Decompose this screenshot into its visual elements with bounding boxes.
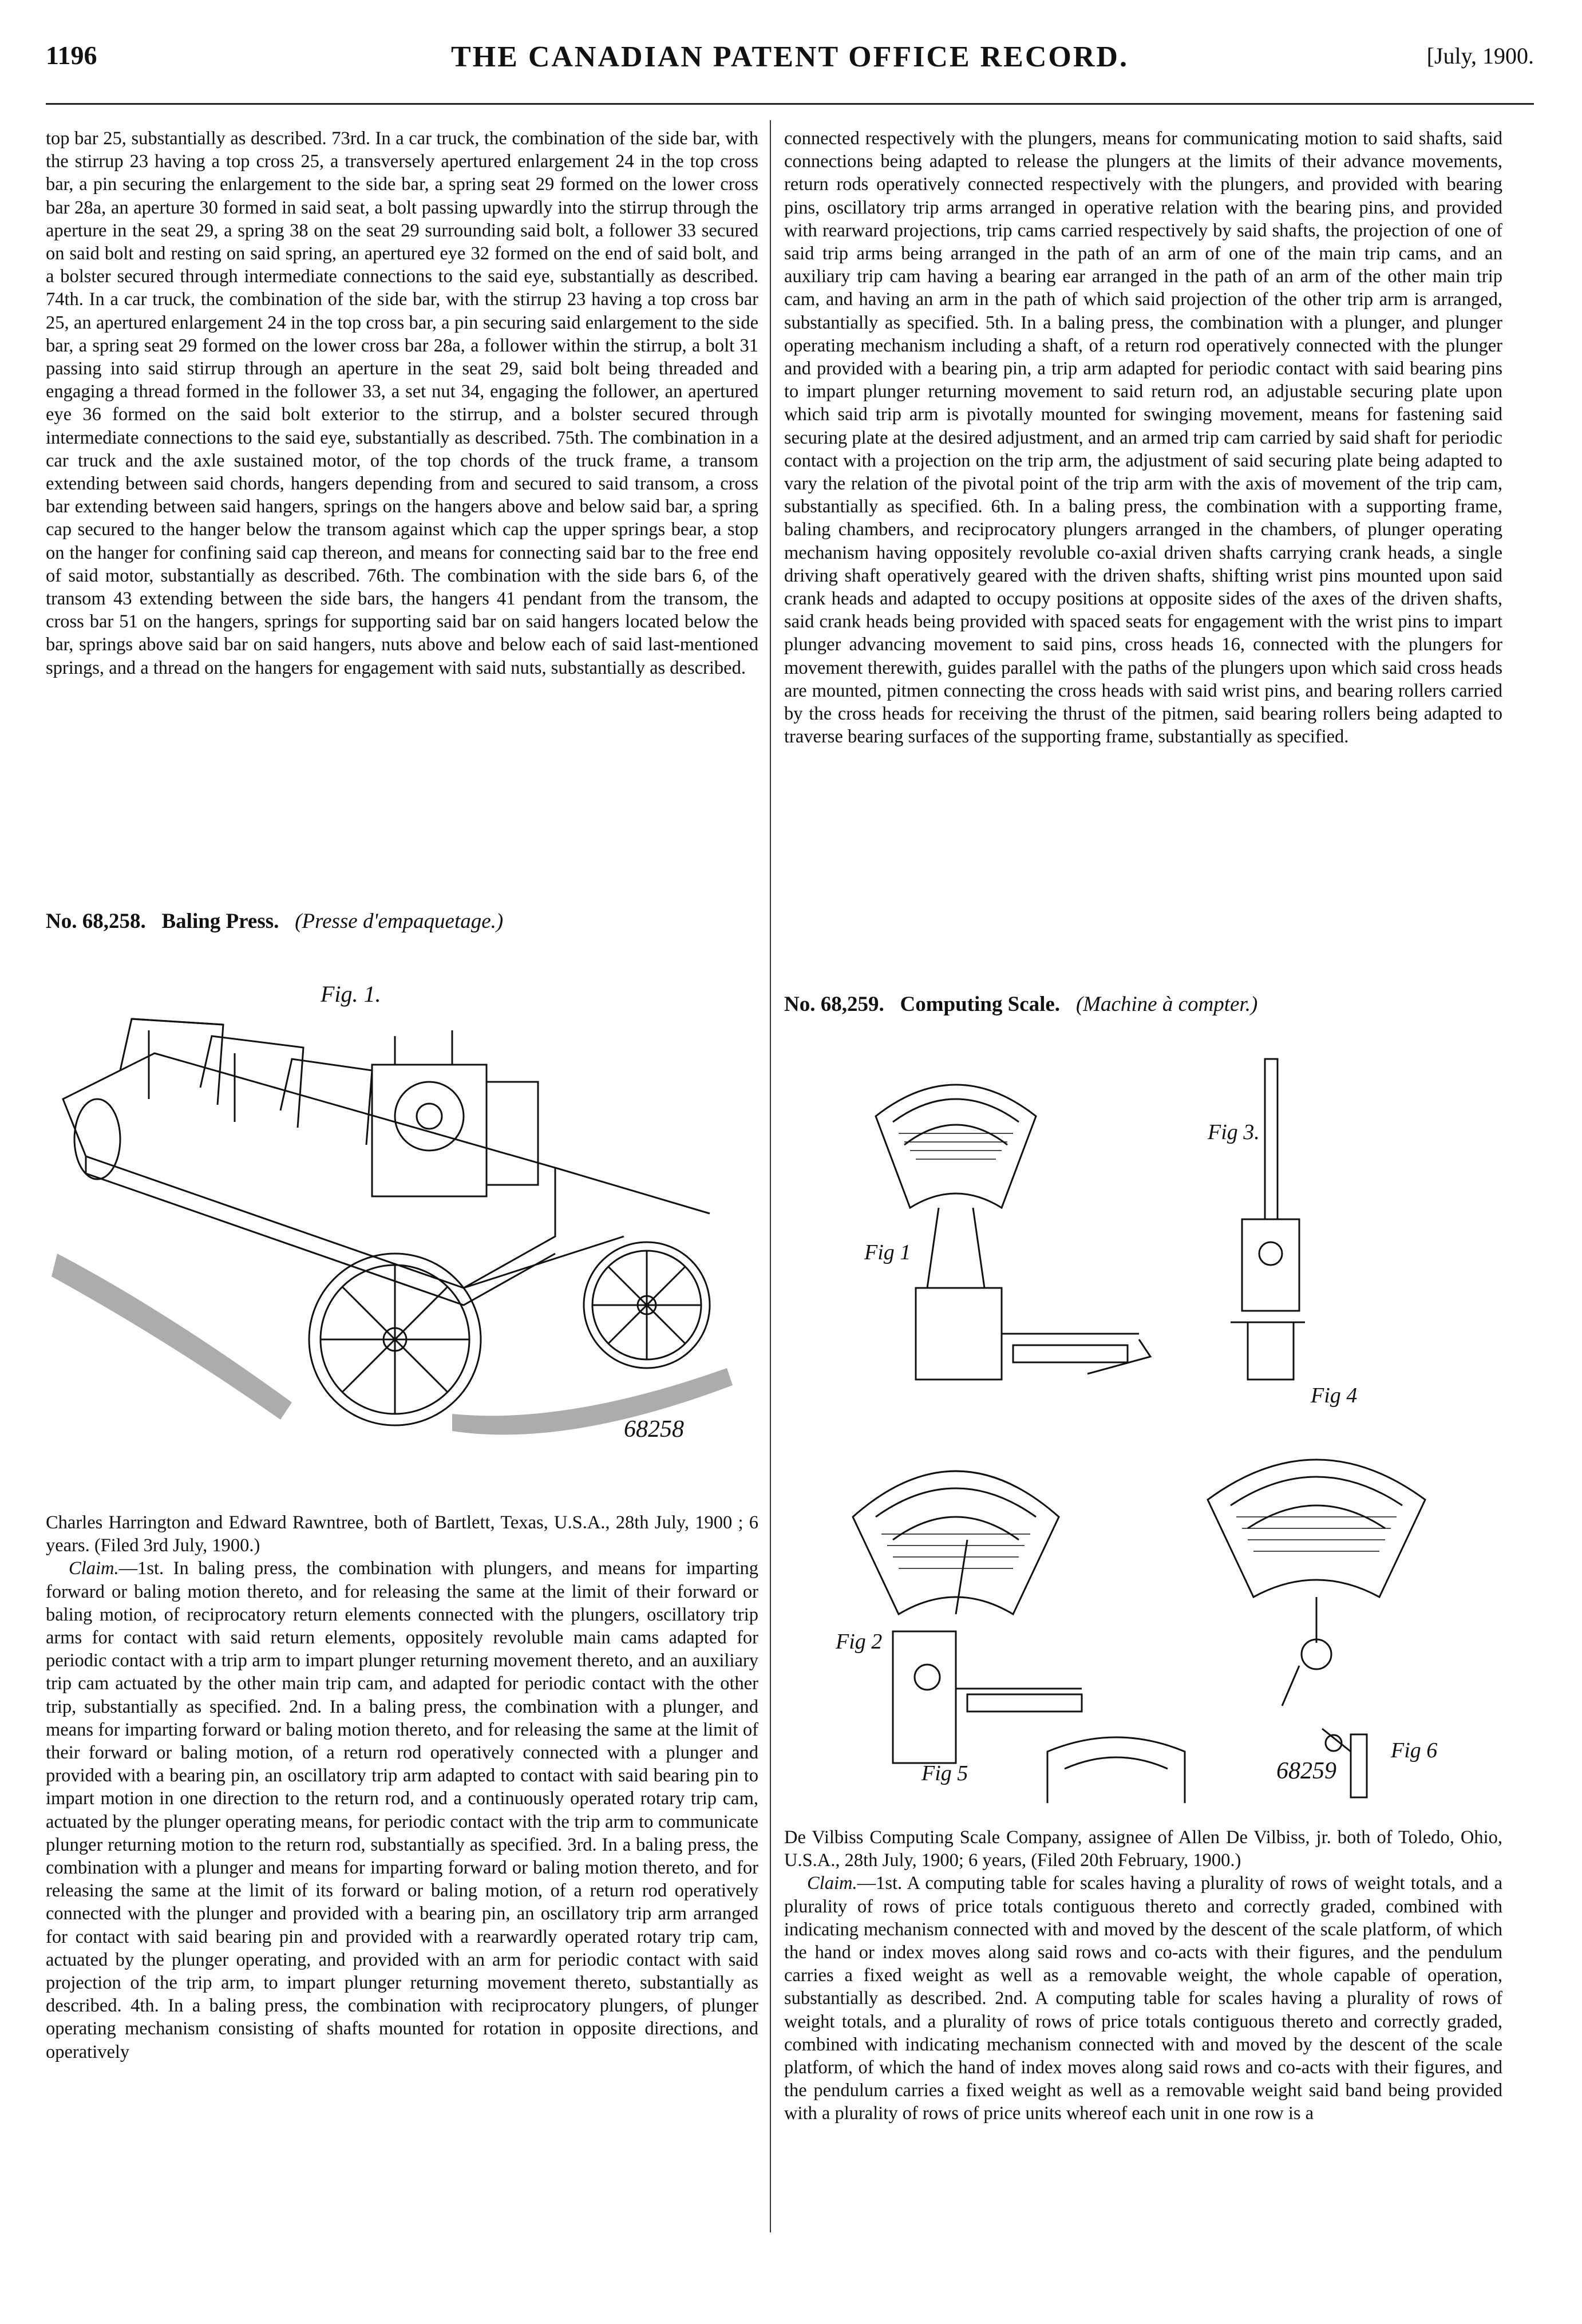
baling-press-drawing [52, 967, 750, 1454]
fig1-label: Fig. 1. [321, 981, 381, 1007]
patent-french-title: (Presse d'empaquetage.) [295, 910, 504, 933]
patent-number: No. 68,258. [46, 910, 146, 933]
figure-number: 68258 [624, 1416, 684, 1442]
claim-text: —1st. A computing table for scales having a plurality of rows of weight totals, and a plurality of rows of price totals contiguous thereto and correctly graded, combined with indicating mechanism connected with and moved by the descent of the scale platform, of which the hand or index moves along said rows and co-acts with their figures, and the pendulum carries a fixed weight as well as a removable weight, the whole capable of operation, substantially as described. 2nd. A computing table for scales having a plurality of rows of weight totals, and a plurality of rows of price totals contiguous thereto and correctly graded, combined with indicating mechanism connected with and moved by the descent of the scale platform, of which the hand of index moves along said rows and co-acts with their figures, and the pendulum carries a fixed weight as well as a removable weight said band being provided with a plurality of rows of price units whereof each unit in one row is a [784, 1873, 1502, 2124]
fig1-caption: Fig 1 [864, 1240, 911, 1264]
inventors-line: De Vilbiss Computing Scale Company, assignee of Allen De Vilbiss, jr. both of Toledo, Ohio, U.S.A., 28th July, 1900; 6 years, (Filed 20th February, 1900.) [784, 1827, 1502, 1871]
patent-title: Baling Press. [161, 910, 279, 933]
fig5-caption: Fig 5 [921, 1761, 968, 1785]
patent-title: Computing Scale. [900, 993, 1061, 1016]
inventors-line: Charles Harrington and Edward Rawntree, both of Bartlett, Texas, U.S.A., 28th July, 1900 ; 6 years. (Filed 3rd July, 1900.) [46, 1512, 758, 1556]
patent-heading-68259 [784, 993, 1502, 1016]
journal-title: THE CANADIAN PATENT OFFICE RECORD. [451, 41, 1129, 73]
claim-label: Claim. [807, 1873, 857, 1894]
claim-text: —1st. In baling press, the combination with plungers, and means for imparting forward or baling motion thereto, and for releasing the same at the limit of their forward or baling motion, of reciprocatory return elements connected with the plungers, oscillatory trip arms for contact with said return elements, oppositely revoluble main cams adapted for periodic contact with a trip arm to impart plunger returning movement thereto, and an auxiliary trip cam actuated by the other main trip cam, and adapted for periodic contact with the other trip, substantially as specified. 2nd. In a baling press, the combination with a plunger, and means for imparting forward or baling motion thereto, and for releasing the same at the limit of their forward or baling motion, of a return rod operatively connected with a plunger and provided with a bearing pin, an oscillatory trip arm adapted to contact with said bearing pin to impart motion in one direction to the return rod, and a continuously operated rotary trip cam, actuated by the plunger operating means, for periodic contact with the trip arm to communicate plunger returning motion to the return rod, substantially as specified. 3rd. In a baling press, the combination with a plunger and means for imparting forward or baling motion thereto, and for releasing the same at the limit of its forward or baling motion, of a return rod operatively connected with the plunger and provided with a bearing pin, an oscillatory trip arm arranged for contact with said bearing pin and provided with a rearwardly operated rotary trip cam, actuated by the plunger operating, and provided with an arm for periodic contact with said projection of the trip arm, to impart plunger returning movement thereto, substantially as described. 4th. In a baling press, the combination with reciprocatory plungers, of plunger operating mechanism consisting of shafts mounted for rotation in opposite directions, and operatively [46, 1558, 758, 2062]
computing-scale-figure [830, 1048, 1477, 1803]
patent-68259-body [784, 1826, 1502, 2125]
fig6-caption: Fig 6 [1391, 1738, 1438, 1762]
baling-press-figure [52, 967, 750, 1454]
fig4-caption: Fig 4 [1311, 1384, 1358, 1408]
patent-heading-68258 [46, 910, 758, 933]
claims-continued: top bar 25, substantially as described. 73rd. In a car truck, the combination of the side bar, with the stirrup 23 having a top cross 25, a transversely apertured enlargement 24 in the top cross bar, a pin securing the enlargement to the side bar, a spring seat 29 formed on the lower cross bar 28a, an aperture 30 formed in said seat, a bolt passing upwardly into the stirrup through the aperture in the seat 29, a spring 38 on the seat 29 surrounding said bolt, a follower 33 secured on said bolt and resting on said spring, an apertured eye 32 formed on the end of said bolt, and a bolster secured through intermediate connections to the said eye, substantially as described. 74th. In a car truck, the combination of the side bar, with the stirrup 23 having a top cross bar 25, an apertured enlargement 24 in the top cross bar, a pin securing said enlargement to the side bar, a spring seat 29 formed on the lower cross bar 28a, a follower within the stirrup, a bolt 31 passing into said stirrup through an aperture in the seat 29, said bolt being threaded and engaging a thread formed in the follower 33, a set nut 34, engaging the follower, an apertured eye 36 formed on the said bolt exterior to the stirrup, and a bolster secured through intermediate connections to the said eye, substantially as described. 75th. The combination in a car truck and the axle sustained motor, of the top chords of the truck frame, a transom extending between said chords, hangers depending from and secured to said transom, a cross bar extending between said hangers, springs on the hangers above and below said bar, a spring cap secured to the hanger below the transom against which cap the upper springs bear, a stop on the hanger for confining said cap thereon, and means for connecting said bar to the free end of said motor, substantially as described. 76th. The combination with the side bars 6, of the transom 43 extending between the side bars, the hangers 41 pendant from the transom, the cross bar 51 on the hangers, springs for supporting said bar on said hangers located below the bar, springs above said bar on said hangers, nuts above and below each of said last-mentioned springs, and a thread on the hangers for engagement with said nuts, substantially as described. [46, 128, 758, 678]
patent-number: No. 68,259. [784, 993, 884, 1016]
right-column-text [784, 127, 1502, 748]
left-column-text [46, 127, 758, 679]
column-divider [770, 120, 771, 2232]
patent-french-title: (Machine à compter.) [1075, 993, 1258, 1016]
issue-date: [July, 1900. [1426, 43, 1534, 69]
patent-68258-body [46, 1511, 758, 2064]
claims-continued-right: connected respectively with the plungers, means for communicating motion to said shafts, said connections being adapted to release the plungers at the limits of their advance movements, return rods operatively connected respectively with the plungers, and provided with bearing pins, oscillatory trip arms arranged in operative relation with the bearing pins, and provided with rearward projections, trip cams carried respectively by said shafts, the projection of one of said trip arms being arranged in the path of an arm of one of the main trip cams, and an auxiliary trip cam having a bearing ear arranged in the path of an arm of the other main trip cam, and having an arm in the path of which said projection of the other trip arm is arranged, substantially as specified. 5th. In a baling press, the combination with a plunger, and plunger operating mechanism including a shaft, of a return rod operatively connected with the plunger and provided with a bearing pin, a trip arm adapted for periodic contact with said bearing pins to impart plunger returning movement to said return rod, an adjustable securing plate upon which said trip arm is pivotally mounted for swinging movement, means for fastening said securing plate at the desired adjustment, and an armed trip cam carried by said shaft for periodic contact with a projection on the trip arm, the adjustment of said securing plate being adapted to vary the relation of the pivotal point of the trip arm with the axis of movement of the trip cam, substantially as specified. 6th. In a baling press, the combination with a supporting frame, baling chambers, and reciprocatory plungers arranged in the chambers, of plunger operating mechanism having oppositely revoluble co-axial driven shafts carrying crank heads, a single driving shaft operatively geared with the driven shafts, shifting wrist pins mounted upon said crank heads and adapted to occupy positions at opposite sides of the axes of the driven shafts, said crank heads being provided with spaced seats for engagement with the wrist pins to impart plunger advancing movement to said pins, cross heads 16, connected with the plungers for movement therewith, guides parallel with the paths of the plungers upon which said cross heads are mounted, pitmen connecting the cross heads with said wrist pins, and bearing rollers carried by the cross heads for receiving the thrust of the pitmen, said bearing rollers being adapted to traverse bearing surfaces of the supporting frame, substantially as specified. [784, 128, 1502, 748]
fig3-caption: Fig 3. [1208, 1120, 1260, 1144]
page-header [46, 40, 1534, 86]
computing-scale-drawing [830, 1048, 1477, 1803]
header-rule [46, 103, 1534, 105]
fig2-caption: Fig 2 [836, 1630, 883, 1654]
claim-label: Claim. [69, 1558, 119, 1579]
figure-number: 68259 [1276, 1758, 1336, 1784]
page-number: 1196 [46, 41, 97, 70]
